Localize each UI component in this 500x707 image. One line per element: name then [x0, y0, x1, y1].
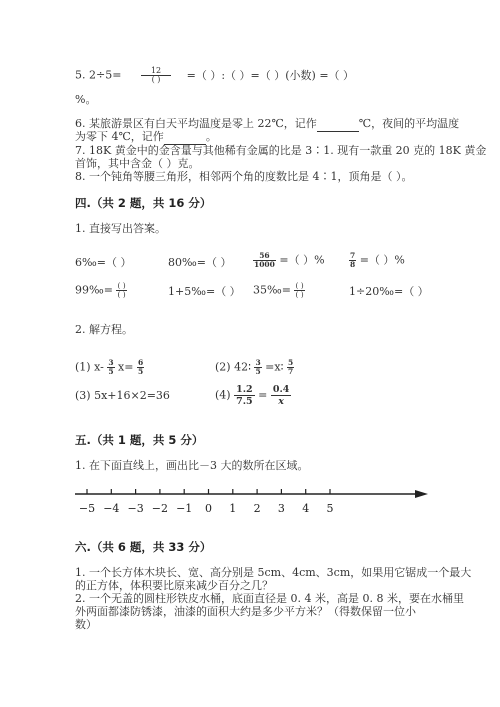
eq4-n1: 1.2	[236, 384, 253, 395]
question-5	[75, 67, 354, 84]
s4-row1-c-num: 56	[253, 252, 276, 261]
s6-q2-line3: 数）	[75, 618, 97, 631]
equation-1	[75, 359, 144, 376]
eq2-mid: =x∶	[265, 360, 284, 374]
number-line-tick-label: 1	[229, 502, 237, 515]
s4-row2-a	[75, 282, 127, 299]
number-line-tick-label: −5	[78, 502, 96, 515]
number-line-tick-label: −3	[127, 502, 144, 515]
s4-row1-d	[349, 252, 405, 269]
eq2-n2: 5	[287, 358, 294, 367]
q5-frac-den: ( )	[151, 75, 161, 84]
eq1-frac-2	[137, 359, 144, 376]
eq1-d2: 5	[137, 367, 144, 376]
eq4-frac-2	[271, 384, 292, 407]
q6-text-c: 为零下 4℃，记作	[75, 130, 164, 143]
q5-rest: =（ ）:（ ）=（ ）(小数) =（ ）	[186, 68, 355, 82]
q5-prefix: 5. 2÷5=	[75, 68, 122, 82]
s4-row1-b: 80‰=（ ）	[168, 256, 232, 269]
eq1-d1: 5	[108, 367, 114, 376]
eq1-n2: 6	[137, 358, 144, 367]
number-line-tick-label: −4	[103, 502, 120, 515]
question-7-line2: 首饰，其中含金（ ）克。	[75, 157, 200, 170]
q5-frac-num: 12	[141, 67, 171, 76]
number-line-tick-label: 4	[302, 502, 310, 515]
s4-row2-c-den: ( )	[295, 290, 304, 299]
eq2-n1: 3	[255, 358, 261, 367]
eq2-d2: 7	[287, 367, 294, 376]
q6-blank-2	[164, 130, 206, 145]
s4-row1-d-den: 8	[350, 260, 356, 269]
s4-row2-c	[253, 282, 305, 299]
s4-q1-text: 1. 直接写出答案。	[75, 222, 166, 235]
s4-row1-a: 6‰=（ ）	[75, 256, 132, 269]
q6-blank-1	[317, 117, 359, 132]
number-line	[0, 482, 500, 522]
s4-row2-b: 1+5‰=（ ）	[168, 285, 241, 298]
number-line-tick-label: 5	[326, 502, 334, 515]
eq2-d1: 5	[255, 367, 261, 376]
s4-row1-d-rest: =（ ）%	[356, 253, 405, 267]
s4-row2-c-num: ( )	[295, 281, 304, 290]
s4-row2-a-num: ( )	[117, 281, 126, 290]
number-line-tick-label: 0	[205, 502, 212, 515]
number-line-tick-label: 2	[253, 502, 261, 515]
q5-tail: %。	[75, 93, 97, 106]
equation-2	[215, 359, 294, 376]
s4-row1-c-rest: =（ ）%	[275, 253, 325, 267]
q6-text-b: ℃，夜间的平均温度	[358, 117, 460, 130]
s4-row2-c-pre: 35‰=	[253, 283, 291, 297]
eq1-n1: 3	[108, 358, 114, 367]
s4-row2-d: 1÷20‰=（ ）	[349, 285, 429, 298]
q5-fraction	[141, 67, 171, 84]
s5-q1-text: 1. 在下面直线上，画出比－3 大的数所在区域。	[75, 459, 309, 472]
s4-row1-c-den: 1000	[254, 260, 275, 269]
section-5-title: 五.（共 1 题，共 5 分）	[75, 433, 204, 447]
q6-text-a: 6. 某旅游景区有白天平均温度是零上 22℃，记作	[75, 117, 317, 130]
question-6-line2	[75, 130, 217, 145]
s4-row1-c-frac	[253, 252, 276, 269]
equation-3: (3) 5x+16×2=36	[75, 389, 170, 402]
q6-text-d: 。	[205, 130, 217, 143]
number-line-tick-label: 3	[277, 502, 285, 515]
eq2-pre: (2) 42∶	[215, 360, 251, 374]
s6-q1-line2: 的正方体，体积要比原来减少百分之几？	[75, 579, 273, 592]
eq1-frac-1	[107, 359, 114, 376]
number-line-tick-label: −1	[176, 502, 193, 515]
number-line-tick-label: −2	[151, 502, 169, 515]
eq4-d2: x	[278, 396, 284, 407]
question-7-line1: 7. 18K 黄金中的金含量与其他稀有金属的比是 3∶1. 现有一款重 20 克的 18K 黄金	[75, 144, 487, 157]
eq4-pre: (4)	[215, 388, 231, 402]
s4-row2-a-pre: 99‰=	[75, 283, 113, 297]
s4-row2-a-den: ( )	[117, 290, 126, 299]
s4-row1-c	[253, 252, 325, 269]
section-4-title: 四.（共 2 题，共 16 分）	[75, 196, 212, 210]
s4-q2-text: 2. 解方程。	[75, 323, 133, 336]
s6-q1-line1: 1. 一个长方体木块长、宽、高分别是 5cm、4cm、3cm，如果用它锯成一个最大	[75, 566, 472, 579]
eq1-mid: x=	[118, 360, 134, 374]
section-6-title: 六.（共 6 题，共 33 分）	[75, 540, 212, 554]
question-8: 8. 一个钝角等腰三角形，相邻两个角的度数比是 4∶1，顶角是（ ）。	[75, 170, 413, 183]
s6-q2-line2: 外两面都漆防锈漆，油漆的面积大约是多少平方米？（得数保留一位小	[75, 605, 416, 618]
s6-q2-line1: 2. 一个无盖的圆柱形铁皮水桶，底面直径是 0. 4 米，高是 0. 8 米，要在水桶里	[75, 592, 464, 605]
eq4-n2: 0.4	[272, 384, 290, 395]
eq4-mid: =	[258, 388, 268, 402]
s4-row2-a-frac	[116, 282, 126, 299]
equation-4	[215, 384, 291, 407]
s4-row1-d-num: 7	[350, 251, 356, 260]
s4-row2-c-frac	[294, 282, 304, 299]
eq4-d1: 7.5	[236, 396, 253, 407]
eq2-frac-1	[254, 359, 261, 376]
eq2-frac-2	[287, 359, 294, 376]
eq1-pre: (1) x-	[75, 360, 104, 374]
arrow-right-icon	[415, 490, 428, 498]
eq4-frac-1	[234, 384, 255, 407]
number-line-ticks	[79, 489, 334, 515]
